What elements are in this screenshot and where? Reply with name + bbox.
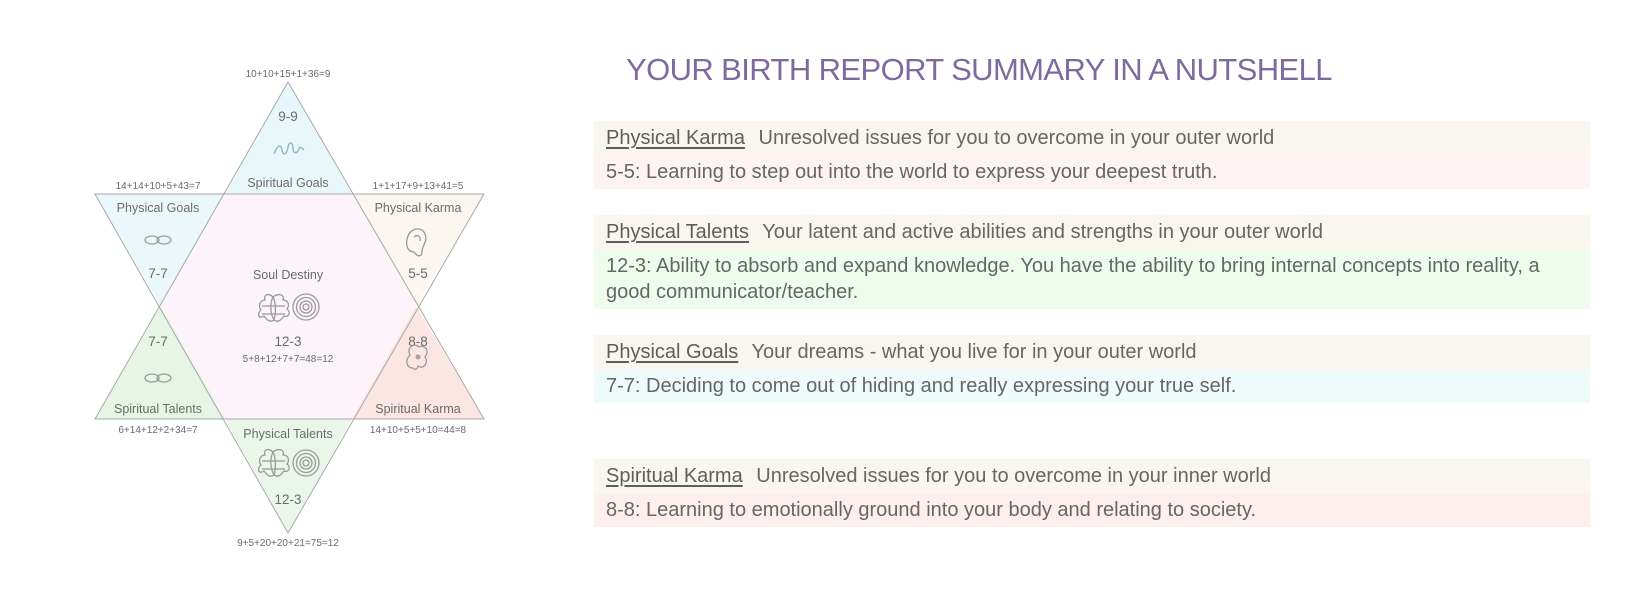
physical-karma-number: 5-5 (408, 266, 428, 281)
row-detail: 7-7: Deciding to come out of hiding and really expressing your true self. (594, 370, 1590, 403)
row-header (594, 459, 1590, 494)
row-header (594, 335, 1590, 370)
report-row-physical-karma (594, 121, 1590, 189)
row-description: Your dreams - what you live for in your outer world (751, 341, 1197, 363)
row-detail: 12-3: Ability to absorb and expand knowledge. You have the ability to bring internal concepts into reality, a good communicator/teacher. (594, 250, 1590, 309)
physical-talents-number: 12-3 (274, 492, 302, 507)
soul-destiny-label: Soul Destiny (252, 268, 324, 282)
physical-goals-label: Physical Goals (116, 201, 200, 215)
row-title: Physical Talents (606, 221, 750, 243)
row-detail: 5-5: Learning to step out into the world to express your deepest truth. (594, 156, 1590, 189)
soul-destiny-formula: 5+8+12+7+7=48=12 (242, 354, 334, 365)
spiritual-goals-number: 9-9 (278, 109, 298, 124)
row-description: Your latent and active abilities and strengths in your outer world (762, 221, 1323, 243)
spiritual-karma-number: 8-8 (408, 334, 428, 349)
spiritual-goals-formula: 10+10+15+1+36=9 (245, 69, 331, 80)
row-title: Physical Karma (606, 127, 745, 149)
spiritual-karma-label: Spiritual Karma (375, 402, 461, 416)
row-title: Physical Goals (606, 341, 739, 363)
physical-karma-label: Physical Karma (374, 201, 462, 215)
row-description: Unresolved issues for you to overcome in your inner world (756, 465, 1271, 487)
spiritual-goals-label: Spiritual Goals (247, 176, 329, 190)
physical-talents-formula: 9+5+20+20+21=75=12 (237, 538, 339, 549)
physical-goals-number: 7-7 (148, 266, 168, 281)
spiritual-karma-formula: 14+10+5+5+10=44=8 (369, 425, 467, 436)
spiritual-talents-label: Spiritual Talents (113, 402, 203, 416)
row-detail: 8-8: Learning to emotionally ground into your body and relating to society. (594, 494, 1590, 527)
physical-goals-formula: 14+14+10+5+43=7 (115, 181, 201, 192)
row-title: Spiritual Karma (606, 465, 743, 487)
row-description: Unresolved issues for you to overcome in your outer world (758, 127, 1275, 149)
report-row-spiritual-karma (594, 459, 1590, 527)
report-row-physical-talents (594, 215, 1590, 309)
spiritual-talents-number: 7-7 (148, 334, 168, 349)
row-header (594, 121, 1590, 156)
page-title: YOUR BIRTH REPORT SUMMARY IN A NUTSHELL (626, 52, 1332, 87)
report-row-physical-goals (594, 335, 1590, 403)
physical-talents-label: Physical Talents (243, 427, 333, 441)
star-chart (0, 0, 560, 600)
spiritual-talents-formula: 6+14+12+2+34=7 (118, 425, 198, 436)
row-header (594, 215, 1590, 250)
physical-karma-formula: 1+1+17+9+13+41=5 (372, 181, 464, 192)
soul-destiny-number: 12-3 (274, 334, 302, 349)
